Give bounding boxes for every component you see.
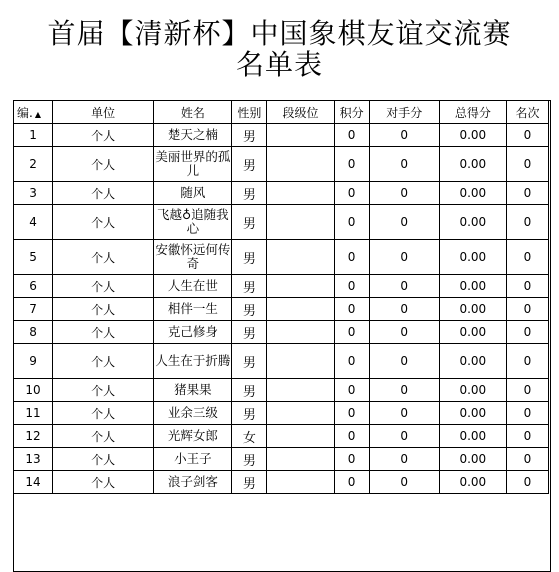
cell-place: 0 — [506, 402, 548, 425]
cell-number: 8 — [14, 321, 53, 344]
cell-score: 0 — [334, 379, 369, 402]
cell-unit: 个人 — [53, 471, 154, 494]
table-row[interactable] — [14, 205, 549, 240]
cell-name: 人生在世 — [154, 275, 232, 298]
column-header-score[interactable]: 积分 — [334, 101, 369, 124]
cell-unit: 个人 — [53, 147, 154, 182]
cell-place: 0 — [506, 298, 548, 321]
cell-gender: 男 — [232, 471, 267, 494]
cell-score: 0 — [334, 425, 369, 448]
column-header-gender[interactable]: 性别 — [232, 101, 267, 124]
cell-place: 0 — [506, 147, 548, 182]
cell-name: 小王子 — [154, 448, 232, 471]
cell-number: 9 — [14, 344, 53, 379]
cell-opponent-score: 0 — [369, 402, 439, 425]
cell-opponent-score: 0 — [369, 205, 439, 240]
roster-table — [13, 100, 549, 494]
cell-place: 0 — [506, 379, 548, 402]
cell-number: 2 — [14, 147, 53, 182]
cell-score: 0 — [334, 321, 369, 344]
cell-unit: 个人 — [53, 379, 154, 402]
cell-score: 0 — [334, 124, 369, 147]
cell-unit: 个人 — [53, 344, 154, 379]
cell-name: 人生在于折腾 — [154, 344, 232, 379]
cell-unit: 个人 — [53, 240, 154, 275]
cell-number: 4 — [14, 205, 53, 240]
column-header-rank[interactable]: 段级位 — [267, 101, 334, 124]
table-row[interactable] — [14, 379, 549, 402]
cell-name: 浪子剑客 — [154, 471, 232, 494]
table-row[interactable] — [14, 425, 549, 448]
cell-place: 0 — [506, 425, 548, 448]
table-row[interactable] — [14, 298, 549, 321]
cell-name: 美丽世界的孤儿 — [154, 147, 232, 182]
cell-opponent-score: 0 — [369, 298, 439, 321]
cell-score: 0 — [334, 471, 369, 494]
cell-total: 0.00 — [439, 425, 506, 448]
cell-gender: 男 — [232, 205, 267, 240]
cell-opponent-score: 0 — [369, 321, 439, 344]
cell-name: 光辉女郎 — [154, 425, 232, 448]
title-line-1: 首届【清新杯】中国象棋友谊交流赛 — [47, 17, 512, 50]
cell-rank — [267, 182, 334, 205]
column-header-number[interactable]: 编. ▲ — [14, 101, 53, 124]
cell-opponent-score: 0 — [369, 240, 439, 275]
cell-score: 0 — [334, 240, 369, 275]
cell-score: 0 — [334, 205, 369, 240]
cell-total: 0.00 — [439, 275, 506, 298]
cell-score: 0 — [334, 448, 369, 471]
table-row[interactable] — [14, 448, 549, 471]
cell-rank — [267, 402, 334, 425]
cell-rank — [267, 240, 334, 275]
cell-score: 0 — [334, 402, 369, 425]
cell-total: 0.00 — [439, 205, 506, 240]
cell-number: 12 — [14, 425, 53, 448]
table-row[interactable] — [14, 182, 549, 205]
cell-opponent-score: 0 — [369, 182, 439, 205]
cell-rank — [267, 298, 334, 321]
cell-rank — [267, 321, 334, 344]
cell-unit: 个人 — [53, 448, 154, 471]
table-row[interactable] — [14, 124, 549, 147]
cell-number: 1 — [14, 124, 53, 147]
cell-gender: 男 — [232, 448, 267, 471]
cell-name: 楚天之楠 — [154, 124, 232, 147]
cell-rank — [267, 205, 334, 240]
cell-gender: 男 — [232, 402, 267, 425]
column-header-place[interactable]: 名次 — [506, 101, 548, 124]
cell-opponent-score: 0 — [369, 147, 439, 182]
cell-rank — [267, 448, 334, 471]
cell-total: 0.00 — [439, 240, 506, 275]
cell-name: 猪果果 — [154, 379, 232, 402]
table-row[interactable] — [14, 240, 549, 275]
cell-rank — [267, 275, 334, 298]
cell-rank — [267, 471, 334, 494]
cell-place: 0 — [506, 321, 548, 344]
column-header-total[interactable]: 总得分 — [439, 101, 506, 124]
cell-rank — [267, 147, 334, 182]
cell-score: 0 — [334, 275, 369, 298]
table-row[interactable] — [14, 147, 549, 182]
cell-number: 10 — [14, 379, 53, 402]
cell-total: 0.00 — [439, 147, 506, 182]
cell-gender: 男 — [232, 147, 267, 182]
cell-unit: 个人 — [53, 182, 154, 205]
cell-number: 13 — [14, 448, 53, 471]
cell-rank — [267, 425, 334, 448]
page-title — [0, 18, 559, 80]
cell-name: 飞越♁追随我心 — [154, 205, 232, 240]
cell-unit: 个人 — [53, 425, 154, 448]
cell-unit: 个人 — [53, 321, 154, 344]
cell-score: 0 — [334, 182, 369, 205]
cell-total: 0.00 — [439, 471, 506, 494]
cell-gender: 男 — [232, 321, 267, 344]
cell-gender: 男 — [232, 275, 267, 298]
cell-number: 6 — [14, 275, 53, 298]
cell-opponent-score: 0 — [369, 425, 439, 448]
cell-gender: 女 — [232, 425, 267, 448]
cell-number: 7 — [14, 298, 53, 321]
cell-unit: 个人 — [53, 402, 154, 425]
cell-gender: 男 — [232, 240, 267, 275]
cell-gender: 男 — [232, 344, 267, 379]
cell-gender: 男 — [232, 182, 267, 205]
cell-opponent-score: 0 — [369, 344, 439, 379]
cell-score: 0 — [334, 298, 369, 321]
cell-gender: 男 — [232, 379, 267, 402]
cell-rank — [267, 379, 334, 402]
cell-gender: 男 — [232, 298, 267, 321]
table-row[interactable] — [14, 471, 549, 494]
cell-opponent-score: 0 — [369, 379, 439, 402]
cell-total: 0.00 — [439, 402, 506, 425]
cell-total: 0.00 — [439, 182, 506, 205]
cell-number: 11 — [14, 402, 53, 425]
cell-rank — [267, 124, 334, 147]
cell-opponent-score: 0 — [369, 471, 439, 494]
table-row[interactable] — [14, 344, 549, 379]
cell-place: 0 — [506, 124, 548, 147]
table-row[interactable] — [14, 402, 549, 425]
cell-number: 5 — [14, 240, 53, 275]
cell-opponent-score: 0 — [369, 275, 439, 298]
cell-place: 0 — [506, 344, 548, 379]
cell-place: 0 — [506, 182, 548, 205]
column-header-opponent-score[interactable]: 对手分 — [369, 101, 439, 124]
cell-name: 安徽怀远何传奇 — [154, 240, 232, 275]
cell-name: 业余三级 — [154, 402, 232, 425]
cell-name: 克己修身 — [154, 321, 232, 344]
header-row — [14, 101, 549, 124]
cell-unit: 个人 — [53, 298, 154, 321]
cell-rank — [267, 344, 334, 379]
cell-score: 0 — [334, 147, 369, 182]
cell-name: 相伴一生 — [154, 298, 232, 321]
cell-total: 0.00 — [439, 298, 506, 321]
cell-total: 0.00 — [439, 379, 506, 402]
cell-place: 0 — [506, 240, 548, 275]
cell-opponent-score: 0 — [369, 448, 439, 471]
cell-total: 0.00 — [439, 344, 506, 379]
cell-opponent-score: 0 — [369, 124, 439, 147]
title-line-2: 名单表 — [235, 48, 323, 81]
column-header-name[interactable]: 姓名 — [154, 101, 232, 124]
cell-total: 0.00 — [439, 124, 506, 147]
cell-place: 0 — [506, 275, 548, 298]
cell-total: 0.00 — [439, 448, 506, 471]
cell-score: 0 — [334, 344, 369, 379]
cell-gender: 男 — [232, 124, 267, 147]
cell-number: 14 — [14, 471, 53, 494]
cell-place: 0 — [506, 471, 548, 494]
cell-unit: 个人 — [53, 205, 154, 240]
cell-number: 3 — [14, 182, 53, 205]
cell-unit: 个人 — [53, 124, 154, 147]
cell-place: 0 — [506, 205, 548, 240]
table-row[interactable] — [14, 275, 549, 298]
cell-name: 随风 — [154, 182, 232, 205]
column-header-unit[interactable]: 单位 — [53, 101, 154, 124]
cell-unit: 个人 — [53, 275, 154, 298]
sort-ascending-icon: ▲ — [34, 109, 41, 119]
cell-place: 0 — [506, 448, 548, 471]
table-row[interactable] — [14, 321, 549, 344]
cell-total: 0.00 — [439, 321, 506, 344]
